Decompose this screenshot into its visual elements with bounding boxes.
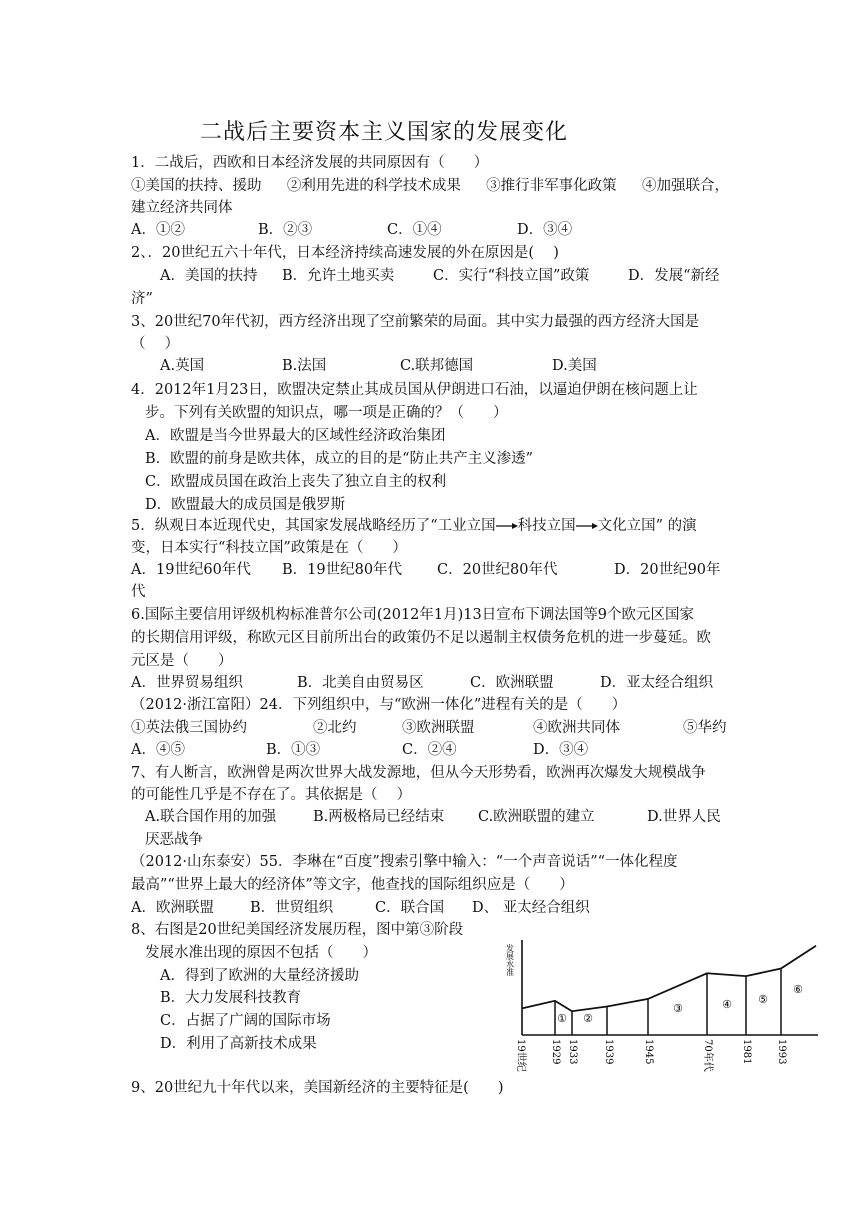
q24-item-2: ②北约: [313, 720, 357, 736]
q5-stem-part-3: 文化立国” 的演: [597, 518, 697, 534]
x-tick-label: 19世纪: [515, 1039, 526, 1072]
q2-option-cont: 济”: [131, 291, 153, 307]
q55-stem-cont: 最高”“世界上最大的经济体”等文字，他查找的国际组织应是（ ）: [131, 877, 574, 893]
q8-option-b: B．大力发展科技教育: [160, 990, 302, 1006]
chart-stage-labels: [557, 983, 803, 1025]
x-tick-label: 1939: [603, 1039, 614, 1065]
q5-stem: [131, 516, 697, 536]
q6-option-c: C．欧洲联盟: [470, 675, 554, 691]
q8-option-d: D．利用了高新技术成果: [160, 1036, 317, 1052]
series-line: [522, 946, 816, 1012]
q6-line-3: 元区是（ ）: [131, 653, 233, 669]
q1-item-2: ②利用先进的科学技术成果: [286, 178, 461, 194]
q5-option-a: A．19世纪60年代: [131, 562, 251, 578]
q3-stem: 3、20世纪70年代初，西方经济出现了空前繁荣的局面。其中实力最强的西方经济大国是: [131, 314, 700, 330]
y-axis-label-text: 发展水准: [505, 944, 515, 976]
chart-x-ticks: [515, 1039, 787, 1072]
q4-stem: 4．2012年1月23日，欧盟决定禁止其成员国从伊朗进口石油，以逼迫伊朗在核问题上让: [131, 382, 698, 398]
q55-option-a: A．欧洲联盟: [131, 900, 214, 916]
q24-item-3: ③欧洲联盟: [402, 720, 475, 736]
q9-stem: 9、20世纪九十年代以来，美国新经济的主要特征是( ): [131, 1080, 504, 1096]
q2-option-d: D．发展“新经: [628, 268, 720, 284]
q1-items: [131, 176, 729, 196]
q24-option-a: A．④⑤: [131, 742, 185, 758]
stage-label: ⑤: [758, 993, 768, 1006]
q3-option-a: A.英国: [160, 358, 205, 374]
q6-option-b: B．北美自由贸易区: [297, 675, 424, 691]
q55-stem: （2012·山东泰安）55．李琳在“百度”搜索引擎中输入：“一个声音说话”“一体化程度: [131, 854, 678, 870]
q1-option-d: D．③④: [517, 222, 573, 238]
q7-option-d: D.世界人民: [647, 809, 721, 825]
q24-option-d: D．③④: [533, 742, 589, 758]
q6-option-d: D．亚太经合组织: [600, 675, 714, 691]
q55-option-d: D、 亚太经合组织: [472, 900, 590, 916]
x-tick-label: 1993: [776, 1039, 787, 1065]
q8-option-c: C．占据了广阔的国际市场: [160, 1013, 331, 1029]
q4-option-c: C．欧盟成员国在政治上丧失了独立自主的权利: [145, 474, 447, 490]
q1-option-a: A．①②: [131, 222, 185, 238]
q4-option-a: A．欧盟是当今世界最大的区域性经济政治集团: [145, 428, 446, 444]
q55-option-c: C．联合国: [375, 900, 445, 916]
q5-option-c: C．20世纪80年代: [437, 562, 558, 578]
q24-option-b: B．①③: [266, 742, 321, 758]
q6-line-2: 的长期信用评级，称欧元区目前所出台的政策仍不足以遏制主权债务危机的进一步蔓延。欧: [131, 630, 711, 646]
q6-option-a: A．世界贸易组织: [131, 675, 243, 691]
q4-stem-cont: 步。下列有关欧盟的知识点，哪一项是正确的？（ ）: [145, 405, 508, 421]
arrow-icon: [576, 521, 598, 531]
x-tick-label: 1929: [550, 1039, 561, 1065]
q5-stem-part-1: 5．纵观日本近现代史，其国家发展战略经历了“工业立国: [131, 518, 496, 534]
q3-option-b: B.法国: [282, 358, 327, 374]
q5-option-d: D．20世纪90年: [614, 562, 721, 578]
q1-item-4: ④加强联合，: [641, 178, 729, 194]
q1-stem: 1．二战后，西欧和日本经济发展的共同原因有（ ）: [131, 155, 489, 171]
q8-stem: 8、右图是20世纪美国经济发展历程，图中第③阶段: [131, 922, 464, 938]
q4-option-b: B．欧盟的前身是欧共体，成立的目的是“防止共产主义渗透”: [145, 451, 533, 467]
q7-option-b: B.两极格局已经结束: [313, 809, 445, 825]
q24-item-1: ①英法俄三国协约: [131, 720, 247, 736]
stage-label: ③: [673, 1002, 683, 1015]
us-economy-chart: [500, 930, 820, 1080]
x-tick-label: 1981: [741, 1039, 752, 1065]
x-tick-label: 1933: [567, 1039, 578, 1065]
stage-label: ④: [722, 998, 732, 1011]
q3-option-d: D.美国: [552, 358, 597, 374]
q4-option-d: D．欧盟最大的成员国是俄罗斯: [145, 497, 346, 513]
q3-option-c: C.联邦德国: [400, 358, 474, 374]
q5-option-cont: 代: [131, 584, 146, 600]
q1-items-cont: 建立经济共同体: [131, 200, 233, 216]
q5-stem-part-2: 科技立国: [517, 518, 576, 534]
q55-option-b: B．世贸组织: [250, 900, 334, 916]
q1-item-3: ③推行非军事化政策: [486, 178, 617, 194]
q7-option-cont: 厌恶战争: [145, 832, 203, 848]
q3-stem-cont: （ ）: [131, 336, 180, 352]
y-axis-label: [506, 943, 515, 977]
chart-stage-lines: [555, 969, 781, 1036]
q2-option-b: B．允许土地买卖: [282, 268, 395, 284]
q7-stem: 7、有人断言，欧洲曾是两次世界大战发源地，但从今天形势看，欧洲再次爆发大规模战争: [131, 765, 706, 781]
stage-label: ②: [583, 1012, 593, 1025]
q6-line-1: 6.国际主要信用评级机构标准普尔公司(2012年1月)13日宣布下调法国等9个欧元区国家: [131, 607, 694, 623]
arrow-icon: [496, 521, 518, 531]
q24-option-c: C．②④: [402, 742, 457, 758]
q5-stem-cont: 变，日本实行“科技立国”政策是在（ ）: [131, 540, 407, 556]
q8-option-a: A．得到了欧洲的大量经济援助: [160, 968, 359, 984]
q5-option-b: B．19世纪80年代: [282, 562, 403, 578]
q7-option-a: A.联合国作用的加强: [145, 809, 277, 825]
chart-series: [522, 946, 816, 1012]
q8-stem-cont: 发展水准出现的原因不包括（ ）: [145, 945, 377, 961]
q24-stem: （2012·浙江富阳）24．下列组织中，与“欧洲一体化”进程有关的是（ ）: [131, 697, 627, 713]
x-tick-label: 1945: [643, 1039, 654, 1065]
q7-stem-cont: 的可能性几乎是不存在了。其依据是（ ）: [131, 787, 412, 803]
x-tick-label: 70年代: [702, 1039, 713, 1072]
q24-item-4: ④欧洲共同体: [533, 720, 620, 736]
q2-stem: 2、．20世纪五六十年代，日本经济持续高速发展的外在原因是( ): [131, 245, 559, 261]
q2-option-a: A．美国的扶持: [160, 268, 258, 284]
stage-label: ⑥: [793, 983, 803, 996]
page-title: 二战后主要资本主义国家的发展变化: [200, 120, 569, 145]
q7-option-c: C.欧洲联盟的建立: [478, 809, 595, 825]
q1-option-b: B．②③: [258, 222, 313, 238]
q2-option-c: C．实行“科技立国”政策: [433, 268, 590, 284]
q1-item-1: ①美国的扶持、援助: [131, 178, 262, 194]
stage-label: ①: [557, 1012, 567, 1025]
q24-item-5: ⑤华约: [683, 720, 727, 736]
q1-option-c: C．①④: [387, 222, 442, 238]
